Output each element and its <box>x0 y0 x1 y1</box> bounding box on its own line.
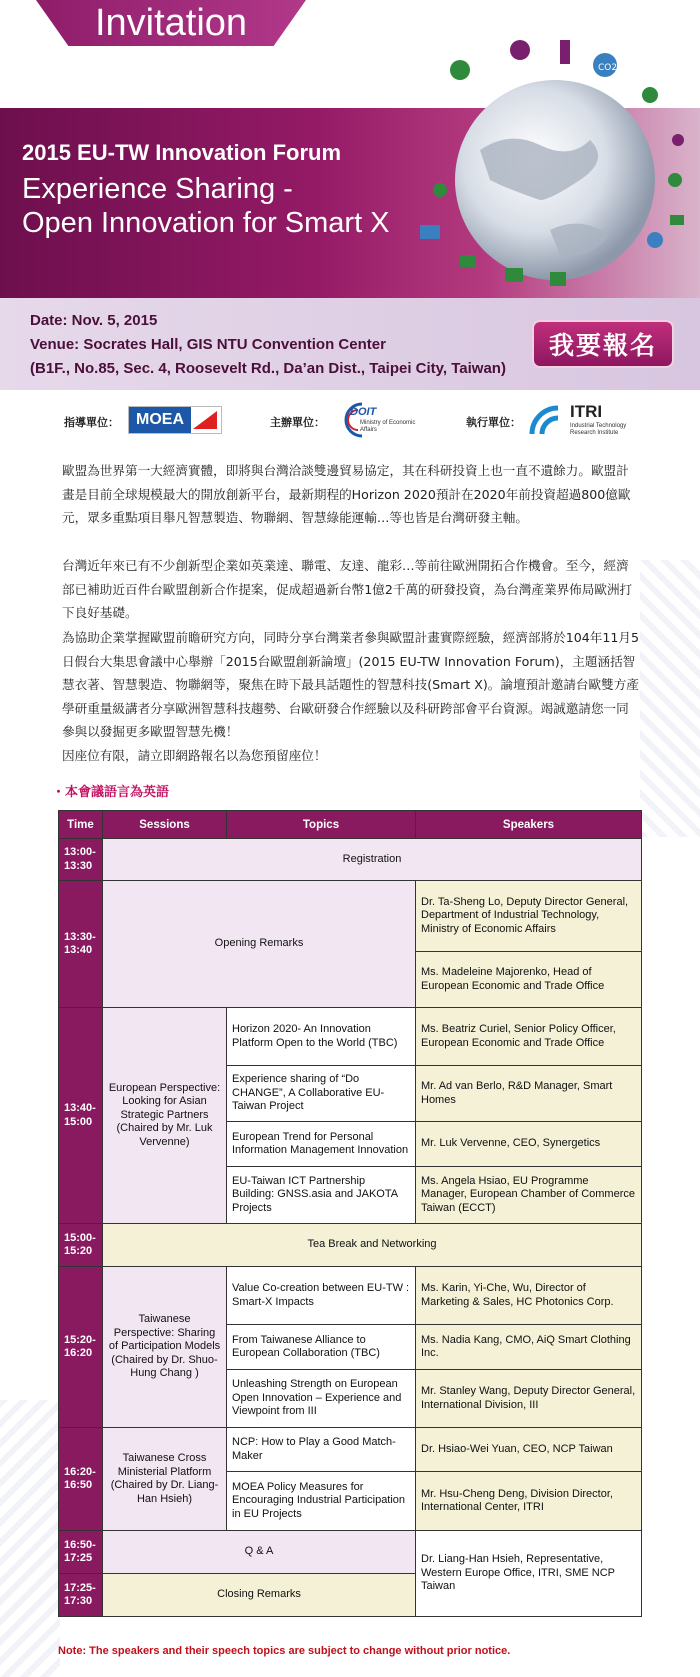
topic-cell: EU-Taiwan ICT Partnership Building: GNSS.asia and JAKOTA Projects <box>227 1167 416 1224</box>
event-venue: Venue: Socrates Hall, GIS NTU Convention Center <box>30 336 386 353</box>
itri-logo <box>528 402 648 442</box>
speaker-cell: Ms. Madeleine Majorenko, Head of European Economic and Trade Office <box>416 952 642 1008</box>
forum-title <box>22 172 462 240</box>
speaker-cell: Mr. Hsu-Cheng Deng, Division Director, International Center, ITRI <box>416 1472 642 1531</box>
speaker-cell: Mr. Stanley Wang, Deputy Director General, International Division, III <box>416 1370 642 1428</box>
speaker-cell: Ms. Nadia Kang, CMO, AiQ Smart Clothing Inc. <box>416 1325 642 1370</box>
topic-cell: European Trend for Personal Information Management Innovation <box>227 1122 416 1167</box>
doit-logo-sub: Ministry of Economic Affairs <box>360 420 416 433</box>
speaker-cell: Dr. Ta-Sheng Lo, Deputy Director General, Department of Industrial Technology, Ministry of Economic Affairs <box>416 881 642 952</box>
globe-illustration <box>420 40 690 310</box>
moea-logo-text: MOEA <box>129 407 191 433</box>
itri-mark-icon <box>528 404 562 438</box>
table-row <box>59 1008 642 1066</box>
intro-paragraph-1: 歐盟為世界第一大經濟實體，即將與台灣洽談雙邊貿易協定，其在科研投資上也一直不遺餘力。歐盟計畫是目前全球規模最大的開放創新平台，最新期程的Horizon 2020預計在2020年前投資超過800億歐元，眾多重點項目舉凡智慧製造、物聯網、智慧綠能運輸…等也皆是台灣研發主軸。 <box>62 463 631 526</box>
footnote: Note: The speakers and their speech topics are subject to change without prior notice. <box>58 1645 511 1657</box>
exec-label: 執行單位： <box>466 416 521 429</box>
register-button[interactable]: 我要報名 <box>532 320 674 368</box>
guide-label: 指導單位： <box>64 416 119 429</box>
head-icon <box>510 40 530 60</box>
truck-icon <box>670 215 684 225</box>
decorative-stripes <box>0 1400 60 1677</box>
speaker-cell: Ms. Beatriz Curiel, Senior Policy Officer, European Economic and Trade Office <box>416 1008 642 1066</box>
doit-logo-text: DOIT <box>350 406 377 418</box>
time-cell: 13:40-15:00 <box>59 1008 103 1224</box>
svg-text:CO2: CO2 <box>598 63 618 73</box>
event-date: Date: Nov. 5, 2015 <box>30 312 158 329</box>
intro-paragraph-4: 因座位有限，請立即網路報名以為您預留座位！ <box>62 748 327 763</box>
intro-paragraph-2: 台灣近年來已有不少創新型企業如英業達、聯電、友達、龍彩…等前往歐洲開拓合作機會。至今，經濟部已補助近百件台歐盟創新合作提案，促成超過新台幣1億2千萬的研發投資，為台灣產業界佈局歐洲打下良好基礎。 <box>62 558 633 621</box>
session-cell: Taiwanese Perspective: Sharing of Participation Models (Chaired by Dr. Shuo-Hung Chang ) <box>103 1267 227 1428</box>
session-cell: Taiwanese Cross Ministerial Platform (Chaired by Dr. Liang-Han Hsieh) <box>103 1428 227 1531</box>
time-cell: 15:00-15:20 <box>59 1224 103 1267</box>
intro-paragraph-3: 為協助企業掌握歐盟前瞻研究方向，同時分享台灣業者參與歐盟計畫實際經驗，經濟部將於104年11月5日假台大集思會議中心舉辦「2015台歐盟創新論壇」(2015 EU-TW Innovation Forum)，主題涵括智慧衣著、智慧製造、物聯網等，聚焦在時下最具話題性的智慧科技(Smart X)。論壇預計邀請台歐雙方產學研重量級講者分享歐洲智慧科技趨勢、台歐研發合作經驗以及科研跨部會平台資源。竭誠邀請您一同參與以發掘更多歐盟智慧先機！ <box>62 630 640 740</box>
speaker-cell: Ms. Angela Hsiao, EU Programme Manager, European Chamber of Commerce Taiwan (ECCT) <box>416 1167 642 1224</box>
break-cell: Tea Break and Networking <box>103 1224 642 1267</box>
time-cell: 16:50-17:25 <box>59 1531 103 1574</box>
time-cell: 16:20-16:50 <box>59 1428 103 1531</box>
time-cell: 13:00-13:30 <box>59 839 103 881</box>
agenda-table <box>58 810 642 1617</box>
header-sessions: Sessions <box>103 811 227 839</box>
closing-cell: Closing Remarks <box>103 1574 416 1617</box>
header-speakers: Speakers <box>416 811 642 839</box>
topic-cell: Value Co-creation between EU-TW : Smart-X Impacts <box>227 1267 416 1325</box>
topic-cell: MOEA Policy Measures for Encouraging Industrial Participation in EU Projects <box>227 1472 416 1531</box>
header-topics: Topics <box>227 811 416 839</box>
decorative-stripes <box>640 560 700 837</box>
session-cell: European Perspective: Looking for Asian Strategic Partners (Chaired by Mr. Luk Vervenne) <box>103 1008 227 1224</box>
itri-logo-sub1: Industrial Technology <box>570 423 627 429</box>
speaker-cell: Mr. Ad van Berlo, R&D Manager, Smart Homes <box>416 1066 642 1122</box>
agenda-header-row <box>59 811 642 839</box>
host-label: 主辦單位： <box>270 416 325 429</box>
solar-panel-icon <box>420 225 440 239</box>
table-row <box>59 839 642 881</box>
registration-cell: Registration <box>103 839 642 881</box>
wind-turbine-icon <box>505 268 523 282</box>
topic-cell: From Taiwanese Alliance to European Collaboration (TBC) <box>227 1325 416 1370</box>
speaker-cell: Dr. Hsiao-Wei Yuan, CEO, NCP Taiwan <box>416 1428 642 1472</box>
itri-logo-sub2: Research Institute <box>570 430 619 436</box>
forum-title-line1: Experience Sharing - <box>22 173 293 205</box>
speaker-cell: Mr. Luk Vervenne, CEO, Synergetics <box>416 1122 642 1167</box>
language-note: ・本會議語言為英語 <box>52 785 170 800</box>
table-row <box>59 1224 642 1267</box>
antenna-icon <box>560 40 570 64</box>
doit-logo <box>336 400 416 440</box>
topic-cell: Unleashing Strength on European Open Innovation – Experience and Viewpoint from III <box>227 1370 416 1428</box>
header-time: Time <box>59 811 103 839</box>
atom-icon <box>433 183 447 197</box>
topic-cell: NCP: How to Play a Good Match-Maker <box>227 1428 416 1472</box>
time-cell: 17:25-17:30 <box>59 1574 103 1617</box>
table-row <box>59 1531 642 1574</box>
table-row <box>59 1428 642 1472</box>
time-cell: 13:30-13:40 <box>59 881 103 1008</box>
event-address: (B1F., No.85, Sec. 4, Roosevelt Rd., Da’an Dist., Taipei City, Taiwan) <box>30 360 506 377</box>
forum-name: 2015 EU-TW Innovation Forum <box>22 140 342 165</box>
table-row <box>59 1267 642 1325</box>
itri-logo-text: ITRI <box>570 402 603 421</box>
moea-logo <box>128 406 222 434</box>
qa-cell: Q & A <box>103 1531 416 1574</box>
moea-logo-mark <box>193 411 217 429</box>
itri-logo-sub <box>570 423 626 437</box>
topic-cell: Horizon 2020- An Innovation Platform Open to the World (TBC) <box>227 1008 416 1066</box>
time-cell: 15:20-16:20 <box>59 1267 103 1428</box>
opening-cell: Opening Remarks <box>103 881 416 1008</box>
bar-chart-icon <box>550 272 566 286</box>
speaker-cell: Dr. Liang-Han Hsieh, Representative, Western Europe Office, ITRI, SME NCP Taiwan <box>416 1531 642 1617</box>
forum-title-line2: Open Innovation for Smart X <box>22 207 390 239</box>
speaker-cell: Ms. Karin, Yi-Che, Wu, Director of Marketing & Sales, HC Photonics Corp. <box>416 1267 642 1325</box>
table-row <box>59 881 642 952</box>
recycle-icon <box>450 60 470 80</box>
invitation-heading: Invitation <box>94 2 248 44</box>
topic-cell: Experience sharing of “Do CHANGE”, A Collaborative EU-Taiwan Project <box>227 1066 416 1122</box>
